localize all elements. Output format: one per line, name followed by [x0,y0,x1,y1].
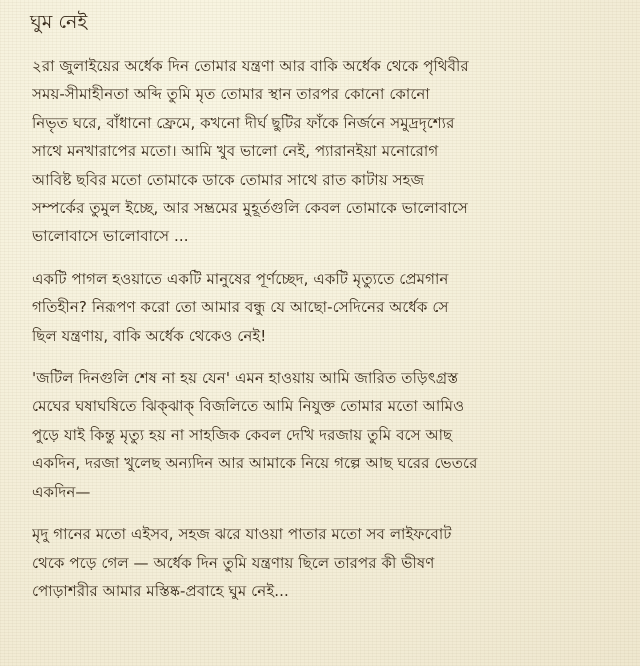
poem-line: সম্পর্কের তুমুল ইচ্ছে, আর সম্ভ্রমের মুহূর্তগুলি কেবল তোমাকে ভালোবাসে [32,199,468,218]
poem-line: ২রা জুলাইয়ের অর্ধেক দিন তোমার যন্ত্রণা আর বাকি অর্ধেক থেকে পৃথিবীর [32,57,469,75]
poem-line: আবিষ্ট ছবির মতো তোমাকে ডাকে তোমার সাথে রাত কাটায় সহজ [32,170,425,189]
poem-line: গতিহীন? নিরূপণ করো তো আমার বন্ধু যে আছো-সেদিনের অর্ধেক সে [32,298,449,317]
stanza-2 [32,265,630,350]
stanza-3 [32,364,630,506]
poem-line: নিভৃত ঘরে, বাঁধানো ফ্রেমে, কখনো দীর্ঘ ছুটির ফাঁকে নির্জনে সমুদ্রদৃশ্যের [32,113,455,132]
poem-line: পুড়ে যাই কিন্তু মৃত্যু হয় না সাহজিক কেবল দেখি দরজায় তুমি বসে আছ [32,425,453,444]
stanza-1 [32,52,630,251]
poem-title: ঘুম নেই [30,11,88,33]
stanza-4 [32,520,630,605]
poem-line: সাথে মনখারাপের মতো। আমি খুব ভালো নেই, প্যারানইয়া মনোরোগ [32,142,439,161]
poem-line: একদিন, দরজা খুলেছ অন্যদিন আর আমাকে নিয়ে গল্পে আছ ঘরের ভেতরে [32,454,478,473]
poem-line: 'জটিল দিনগুলি শেষ না হয় যেন' এমন হাওয়ায় আমি জারিত তড়িৎগ্রস্ত [32,369,459,388]
poem-line: একটি পাগল হওয়াতে একটি মানুষের পূর্ণচ্ছেদ, একটি মৃত্যুতে প্রেমগান [32,269,449,288]
poem-line: একদিন— [32,482,91,501]
poem-line: থেকে পড়ে গেল — অর্ধেক দিন তুমি যন্ত্রণায় ছিলে তারপর কী ভীষণ [32,553,435,572]
poem-line: পোড়াশরীর আমার মস্তিষ্ক-প্রবাহে ঘুম নেই... [32,581,289,600]
poem-line: মৃদু গানের মতো এইসব, সহজ ঝরে যাওয়া পাতার মতো সব লাইফবোট [32,525,452,544]
poem-line: মেঘের ঘষাঘষিতে ঝিক্‌ঝাক্ বিজলিতে আমি নিযুক্ত তোমার মতো আমিও [32,397,465,416]
poem-line: সময়-সীমাহীনতা অব্দি তুমি মৃত তোমার স্থান তারপর কোনো কোনো [32,85,430,104]
poem-line: ছিল যন্ত্রণায়, বাকি অর্ধেক থেকেও নেই! [32,326,267,345]
poem-line: ভালোবাসে ভালোবাসে ... [32,227,189,246]
